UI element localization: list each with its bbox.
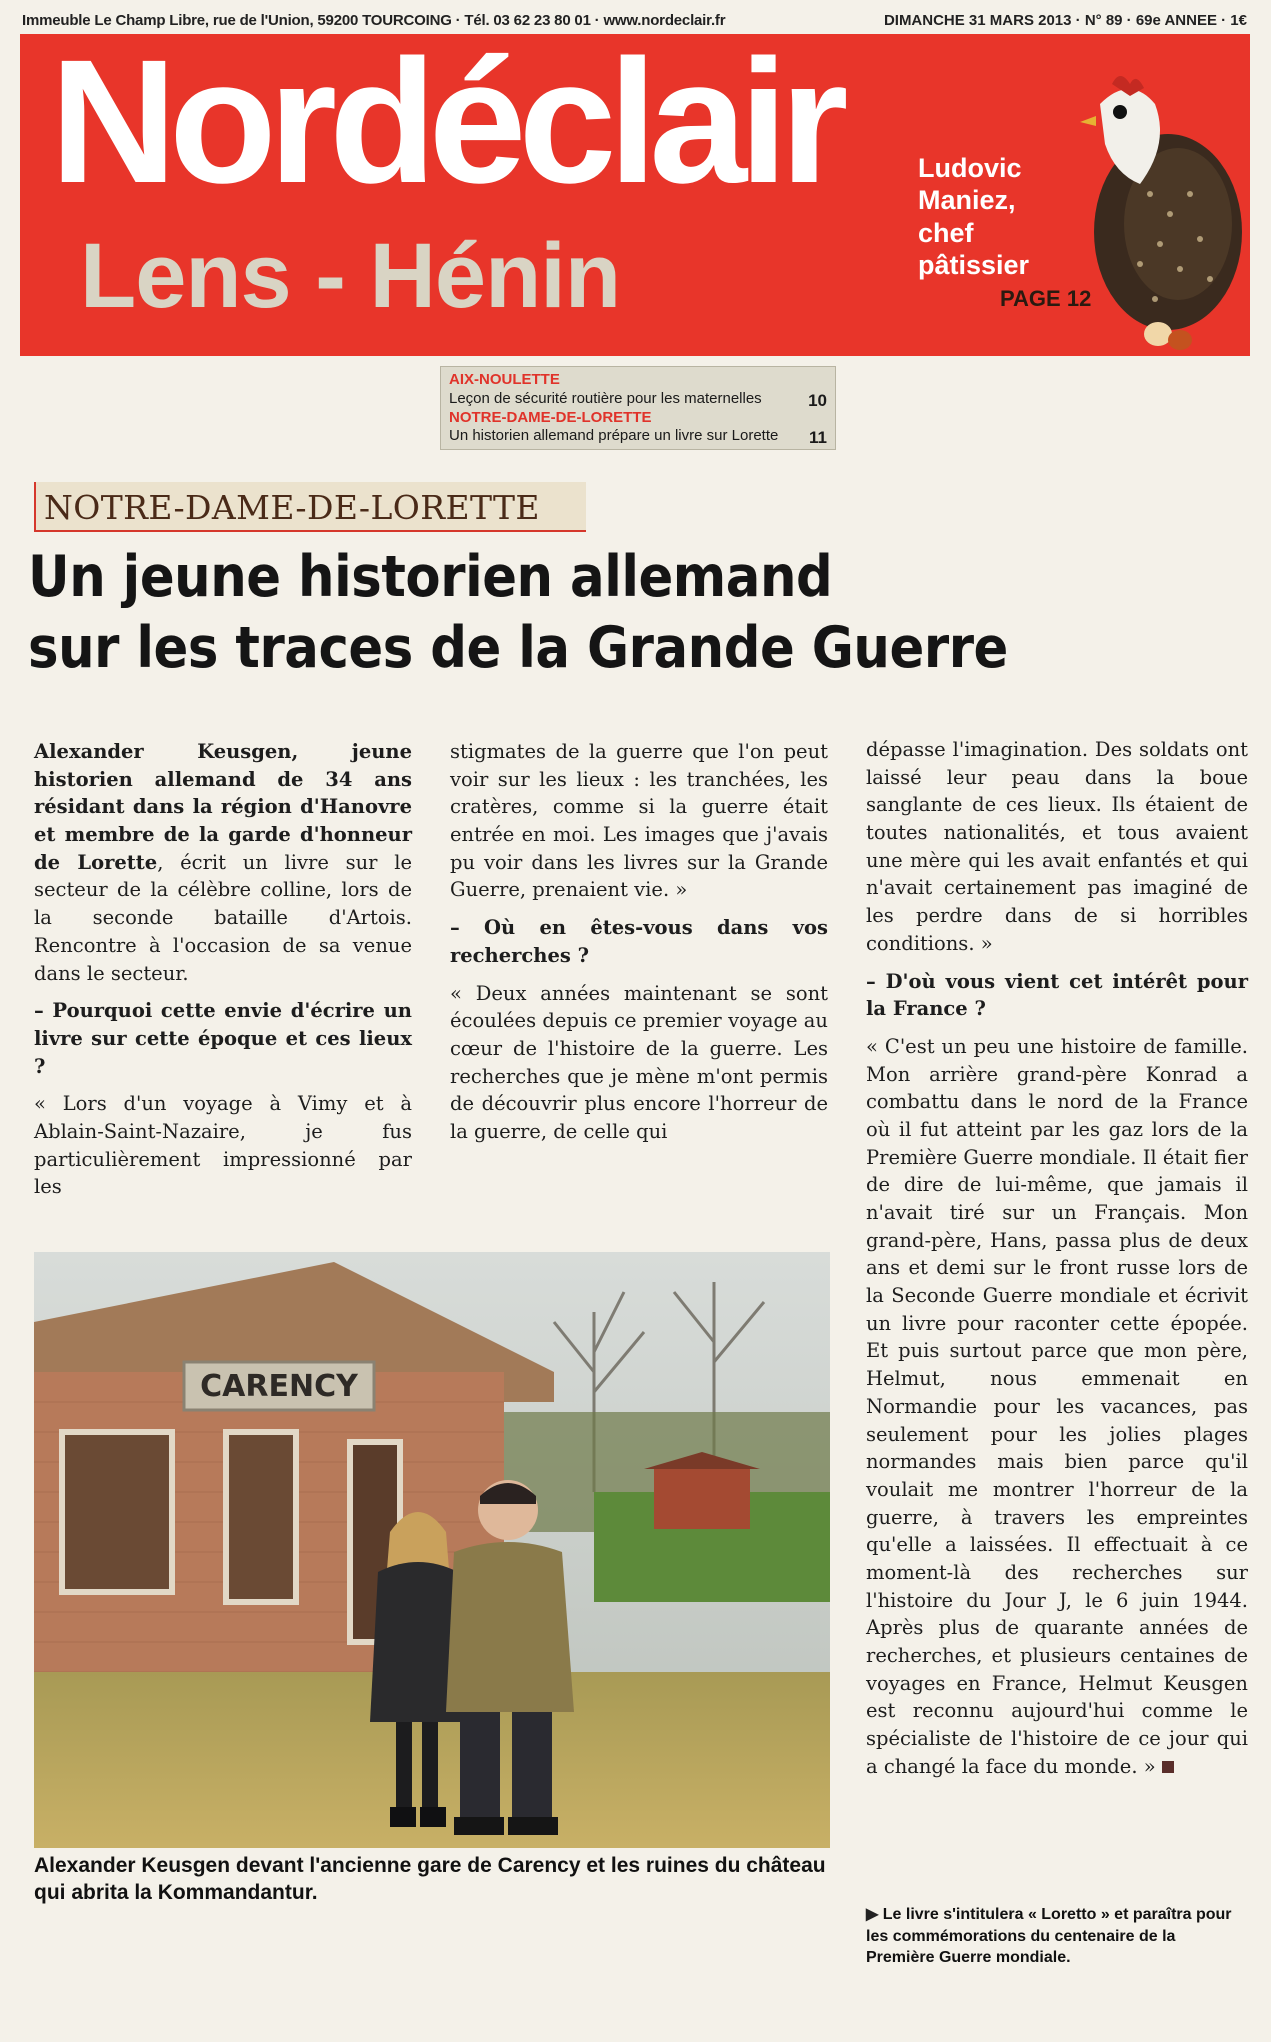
index-page-number: 11 — [809, 428, 827, 448]
article-column-1 — [34, 738, 412, 1211]
index-item: Un historien allemand prépare un livre sur Lorette 11 — [449, 427, 827, 448]
index-page-number: 10 — [808, 390, 827, 410]
interview-question: – D'où vous vient cet intérêt pour la France ? — [866, 969, 1248, 1021]
interview-answer: « C'est un peu une histoire de famille. Mon arrière grand-père Konrad a combattu dans le nord de la France où il fut atteint par les gaz lors de la Première Guerre mondiale. Il était fier de dire de lui-même, que jamais il n'avait tiré sur un Français. Mon grand-père, Hans, passa plus de deux ans et demi sur le front russe lors de la Seconde Guerre mondiale et écrivit un livre pour raconter cette épopée. Et puis surtout parce que mon père, Helmut, nous emmenait en Normandie pour les vacances, pas seulement pour les jolies plages normandes mais bien parce qu'il voulait me montrer l'horreur de la guerre, à travers les empreintes qu'elle a laissées. Il effectuait à ce moment-là des recherches sur l'histoire du Jour J, le 6 juin 1944. Après plus de quarante années de recherches, et plusieurs centaines de voyages en France, Helmut Keusgen est reconnu aujourd'hui comme le spécialiste de l'histoire de ce jour qui a changé la face du monde. » — [866, 1034, 1248, 1778]
issue-info: DIMANCHE 31 MARS 2013 · N° 89 · 69e ANNEE · 1€ — [883, 12, 1247, 29]
article-photo — [34, 1252, 830, 1848]
article-column-3 — [866, 736, 1248, 1790]
top-info-bar — [18, 10, 1253, 34]
photo-caption: Alexander Keusgen devant l'ancienne gare de Carency et les ruines du château qui abrita la Kommandantur. — [34, 1854, 826, 1905]
interview-answer: dépasse l'imagination. Des soldats ont laissé leur peau dans la boue sanglante de ces lieux. Ils étaient de toutes nationalités, et tous avaient une mère qui les avait enfantés et qui n'avait certainement pas imaginé de les perdre dans de si horribles conditions. » — [866, 738, 1248, 955]
article-headline: Un jeune historien allemand sur les traces de la Grande Guerre — [28, 544, 1008, 681]
interview-question: – Où en êtes-vous dans vos recherches ? — [450, 916, 828, 967]
teaser-page-ref: PAGE 12 — [1000, 286, 1092, 311]
station-sign-text: CARENCY — [200, 1369, 358, 1404]
end-mark-icon — [1162, 1761, 1174, 1773]
photo-scene — [34, 1252, 830, 1848]
newspaper-title: Nordéclair — [50, 34, 841, 220]
interview-answer: « Lors d'un voyage à Vimy et à Ablain-Saint-Nazaire, je fus particulièrement impressionné par les — [34, 1092, 412, 1199]
interview-answer: stigmates de la guerre que l'on peut voir sur les lieux : les tranchées, les cratères, comme si la guerre était entrée en moi. Les images que j'avais pu voir dans les livres sur la Grande Guerre, prenaient vie. » — [450, 740, 828, 902]
masthead — [20, 34, 1250, 356]
article-column-2 — [450, 738, 828, 1156]
teaser-text: Ludovic Maniez, chef pâtissier — [918, 153, 1030, 281]
article-lead: Alexander Keusgen, jeune historien allemand de 34 ans résidant dans la région d'Hanovre et membre de la garde d'honneur de Lorette, écrit un livre sur le secteur de la célèbre colline, lors de la seconde bataille d'Artois. Rencontre à l'occasion de sa venue dans le secteur. — [34, 740, 412, 985]
article-footnote: ▶ Le livre s'intitulera « Loretto » et paraîtra pour les commémorations du centenaire de la Première Guerre mondiale. — [866, 1906, 1232, 1967]
publisher-address: Immeuble Le Champ Libre, rue de l'Union, 59200 TOURCOING · Tél. 03 62 23 80 01 · www.nordeclair.fr — [22, 12, 726, 29]
index-item: Leçon de sécurité routière pour les maternelles 10 — [449, 389, 827, 410]
index-box — [440, 366, 836, 450]
triangle-bullet-icon: ▶ — [866, 1906, 883, 1923]
section-rubric: NOTRE-DAME-DE-LORETTE — [34, 482, 586, 532]
index-place: AIX-NOULETTE — [449, 371, 560, 388]
interview-answer: « Deux années maintenant se sont écoulées depuis ce premier voyage au cœur de l'histoire de la guerre. Les recherches que je mène m'ont permis de découvrir plus encore l'horreur de la guerre, de celle qui — [450, 981, 828, 1143]
interview-question: – Pourquoi cette envie d'écrire un livre sur cette époque et ces lieux ? — [34, 999, 412, 1078]
index-place: NOTRE-DAME-DE-LORETTE — [449, 408, 652, 426]
edition-name: Lens - Hénin — [80, 225, 621, 327]
